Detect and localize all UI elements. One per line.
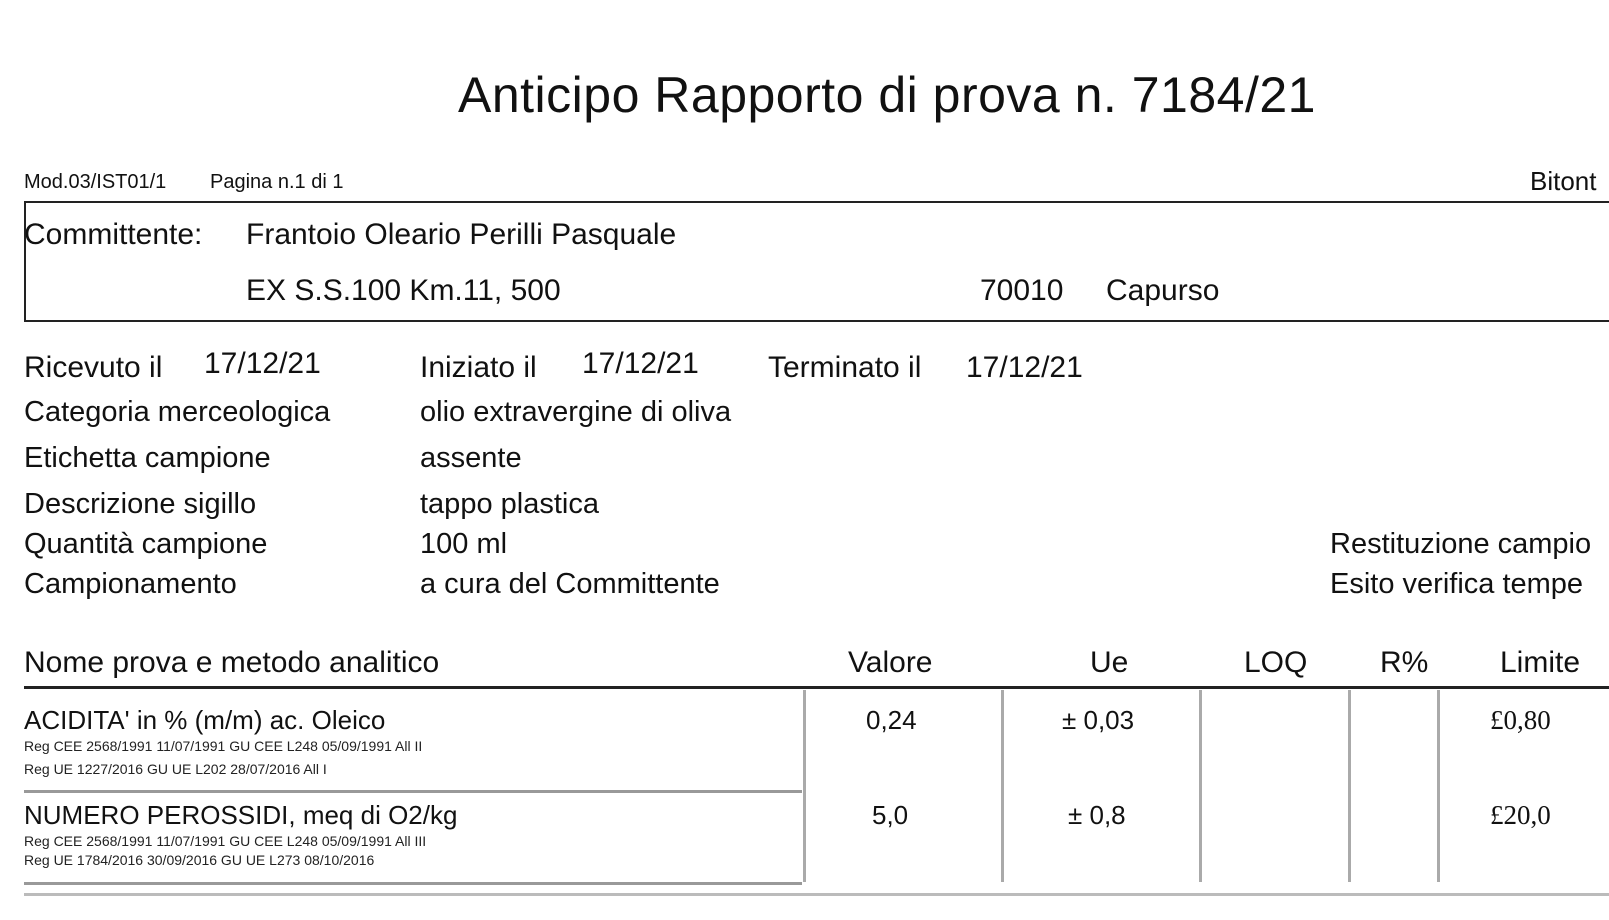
- sample-label-label: Etichetta campione: [24, 442, 271, 474]
- sample-label-value: assente: [420, 442, 522, 474]
- seal-value: tappo plastica: [420, 488, 599, 520]
- client-label: Committente:: [24, 218, 203, 251]
- test-name: ACIDITA' in % (m/m) ac. Oleico: [24, 705, 386, 735]
- ended-label: Terminato il: [768, 351, 922, 384]
- module-code: Mod.03/IST01/1: [24, 171, 167, 193]
- column-separator: [1437, 690, 1440, 882]
- bottom-rule: [24, 893, 1609, 896]
- started-value: 17/12/21: [582, 347, 699, 380]
- column-separator: [1001, 690, 1004, 882]
- test-limit: £0,80: [1490, 705, 1551, 735]
- category-value: olio extravergine di oliva: [420, 396, 732, 428]
- client-address: EX S.S.100 Km.11, 500: [246, 274, 561, 307]
- quantity-value: 100 ml: [420, 528, 508, 560]
- header-ue: Ue: [1090, 646, 1129, 679]
- method-reference: Reg UE 1784/2016 30/09/2016 GU UE L273 08/10/2016: [24, 852, 375, 868]
- column-separator: [1199, 690, 1202, 882]
- sampling-label: Campionamento: [24, 568, 237, 600]
- report-title: Anticipo Rapporto di prova n. 7184/21: [458, 67, 1316, 123]
- header-limit: Limite: [1500, 646, 1581, 679]
- ended-value: 17/12/21: [966, 351, 1083, 384]
- place-partial: Bitont: [1530, 166, 1597, 196]
- row-rule: [24, 882, 802, 885]
- method-reference: Reg CEE 2568/1991 11/07/1991 GU CEE L248 05/09/1991 All II: [24, 738, 423, 754]
- test-uncertainty: ± 0,03: [1062, 705, 1135, 735]
- test-value: 5,0: [872, 800, 909, 830]
- header-loq: LOQ: [1244, 646, 1308, 679]
- header-value: Valore: [848, 646, 933, 679]
- sampling-value: a cura del Committente: [420, 568, 720, 600]
- client-postal-code: 70010: [980, 274, 1064, 307]
- method-reference: Reg UE 1227/2016 GU UE L202 28/07/2016 All I: [24, 761, 327, 777]
- received-label: Ricevuto il: [24, 351, 163, 384]
- received-value: 17/12/21: [204, 347, 321, 380]
- seal-label: Descrizione sigillo: [24, 488, 257, 520]
- started-label: Iniziato il: [420, 351, 537, 384]
- page-info: Pagina n.1 di 1: [210, 171, 344, 193]
- client-city: Capurso: [1106, 274, 1220, 307]
- header-r: R%: [1380, 646, 1429, 679]
- column-separator: [1348, 690, 1351, 882]
- return-label-partial: Restituzione campio: [1330, 528, 1592, 560]
- test-name: NUMERO PEROSSIDI, meq di O2/kg: [24, 800, 458, 830]
- quantity-label: Quantità campione: [24, 528, 268, 560]
- header-name: Nome prova e metodo analitico: [24, 646, 440, 679]
- temp-label-partial: Esito verifica tempe: [1330, 568, 1584, 600]
- column-separator: [803, 690, 806, 882]
- category-label: Categoria merceologica: [24, 396, 331, 428]
- method-reference: Reg CEE 2568/1991 11/07/1991 GU CEE L248 05/09/1991 All III: [24, 833, 427, 849]
- test-value: 0,24: [866, 705, 917, 735]
- test-limit: £20,0: [1490, 800, 1551, 830]
- row-rule: [24, 790, 802, 793]
- header-rule: [24, 686, 1609, 689]
- client-name: Frantoio Oleario Perilli Pasquale: [246, 218, 677, 251]
- test-uncertainty: ± 0,8: [1068, 800, 1126, 830]
